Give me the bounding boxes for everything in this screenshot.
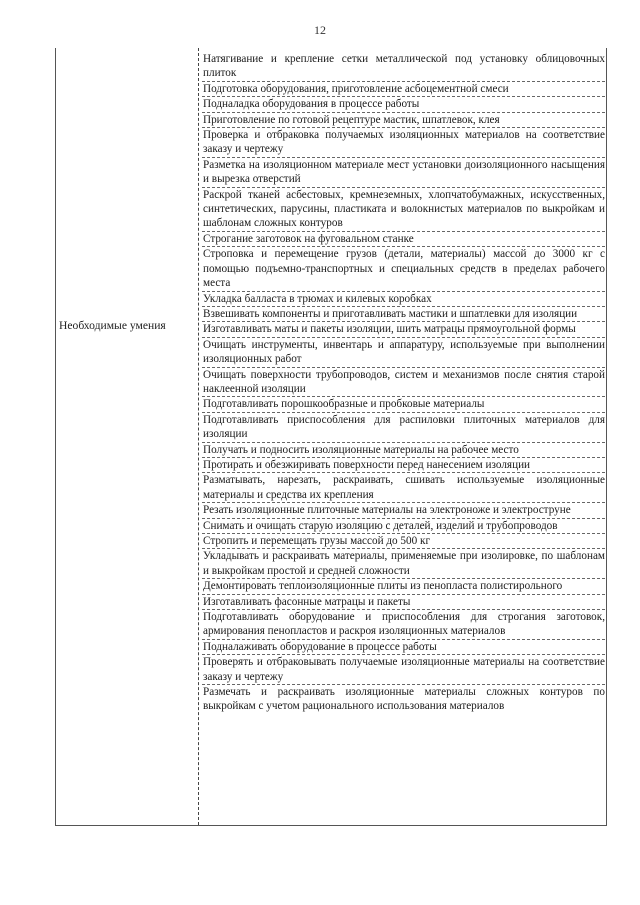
table-row: Укладывать и раскраивать материалы, применяемые при изолировке, по шаблонам и выкройкам простой и средней сложности bbox=[202, 549, 605, 579]
table-row: Размечать и раскраивать изоляционные материалы сложных контуров по выкройкам с учетом рационального использования материалов bbox=[203, 686, 605, 713]
table-row: Стропить и перемещать грузы массой до 500 кг bbox=[202, 534, 605, 549]
table-row: Строповка и перемещение грузов (детали, материалы) массой до 3000 кг с помощью подъемно-транспортных и специальных средств в пределах рабочего места bbox=[202, 247, 605, 291]
table-row: Снимать и очищать старую изоляцию с деталей, изделий и трубопроводов bbox=[202, 519, 605, 534]
table-row: Изготавливать маты и пакеты изоляции, шить матрацы прямоугольной формы bbox=[202, 322, 605, 337]
table-row: Проверять и отбраковывать получаемые изоляционные материалы на соответствие заказу и чертежу bbox=[202, 655, 605, 685]
table-row: Очищать поверхности трубопроводов, систем и механизмов после снятия старой наклеенной изоляции bbox=[202, 368, 605, 398]
table-row: Натягивание и крепление сетки металлической под установку облицовочных плиток bbox=[202, 52, 605, 82]
table-row: Укладка балласта в трюмах и килевых коробках bbox=[202, 292, 605, 307]
row-label-necessary-skills: Необходимые умения bbox=[59, 319, 166, 332]
table-row: Проверка и отбраковка получаемых изоляционных материалов на соответствие заказу и чертежу bbox=[202, 128, 605, 158]
table-row: Подналадка оборудования в процессе работы bbox=[202, 97, 605, 112]
table-row: Подготавливать оборудование и приспособления для строгания заготовок, армирования пенопластов и раскроя изоляционных материалов bbox=[202, 610, 605, 640]
skills-table bbox=[55, 48, 607, 826]
table-row: Протирать и обезжиривать поверхности перед нанесением изоляции bbox=[202, 458, 605, 473]
table-row: Очищать инструменты, инвентарь и аппаратуру, используемые при выполнении изоляционных работ bbox=[202, 338, 605, 368]
table-row: Раскрой тканей асбестовых, кремнеземных, хлопчатобумажных, искусственных, синтетических, парусины, пластиката и волокнистых материалов по выкройкам и шаблонам сложных контуров bbox=[202, 188, 605, 232]
table-row: Подготавливать порошкообразные и пробковые материалы bbox=[202, 397, 605, 412]
table-row: Приготовление по готовой рецептуре мастик, шпатлевок, клея bbox=[202, 113, 605, 128]
skills-list bbox=[202, 52, 605, 714]
table-row: Разметка на изоляционном материале мест установки доизоляционного насыщения и вырезка отверстий bbox=[202, 158, 605, 188]
table-row: Изготавливать фасонные матрацы и пакеты bbox=[202, 595, 605, 610]
table-row: Строгание заготовок на фуговальном станке bbox=[202, 232, 605, 247]
column-divider bbox=[198, 48, 199, 825]
table-row: Резать изоляционные плиточные материалы на электроноже и электроструне bbox=[202, 503, 605, 518]
table-row: Взвешивать компоненты и приготавливать мастики и шпатлевки для изоляции bbox=[202, 307, 605, 322]
table-row: Получать и подносить изоляционные материалы на рабочее место bbox=[202, 443, 605, 458]
table-row: Разматывать, нарезать, раскраивать, сшивать используемые изоляционные материалы и средства их крепления bbox=[202, 473, 605, 503]
page-number: 12 bbox=[314, 23, 326, 37]
table-row: Демонтировать теплоизоляционные плиты из пенопласта полистирольного bbox=[202, 579, 605, 594]
table-row: Подготавливать приспособления для распиловки плиточных материалов для изоляции bbox=[202, 413, 605, 443]
table-row: Подготовка оборудования, приготовление асбоцементной смеси bbox=[202, 82, 605, 97]
table-row: Подналаживать оборудование в процессе работы bbox=[202, 640, 605, 655]
